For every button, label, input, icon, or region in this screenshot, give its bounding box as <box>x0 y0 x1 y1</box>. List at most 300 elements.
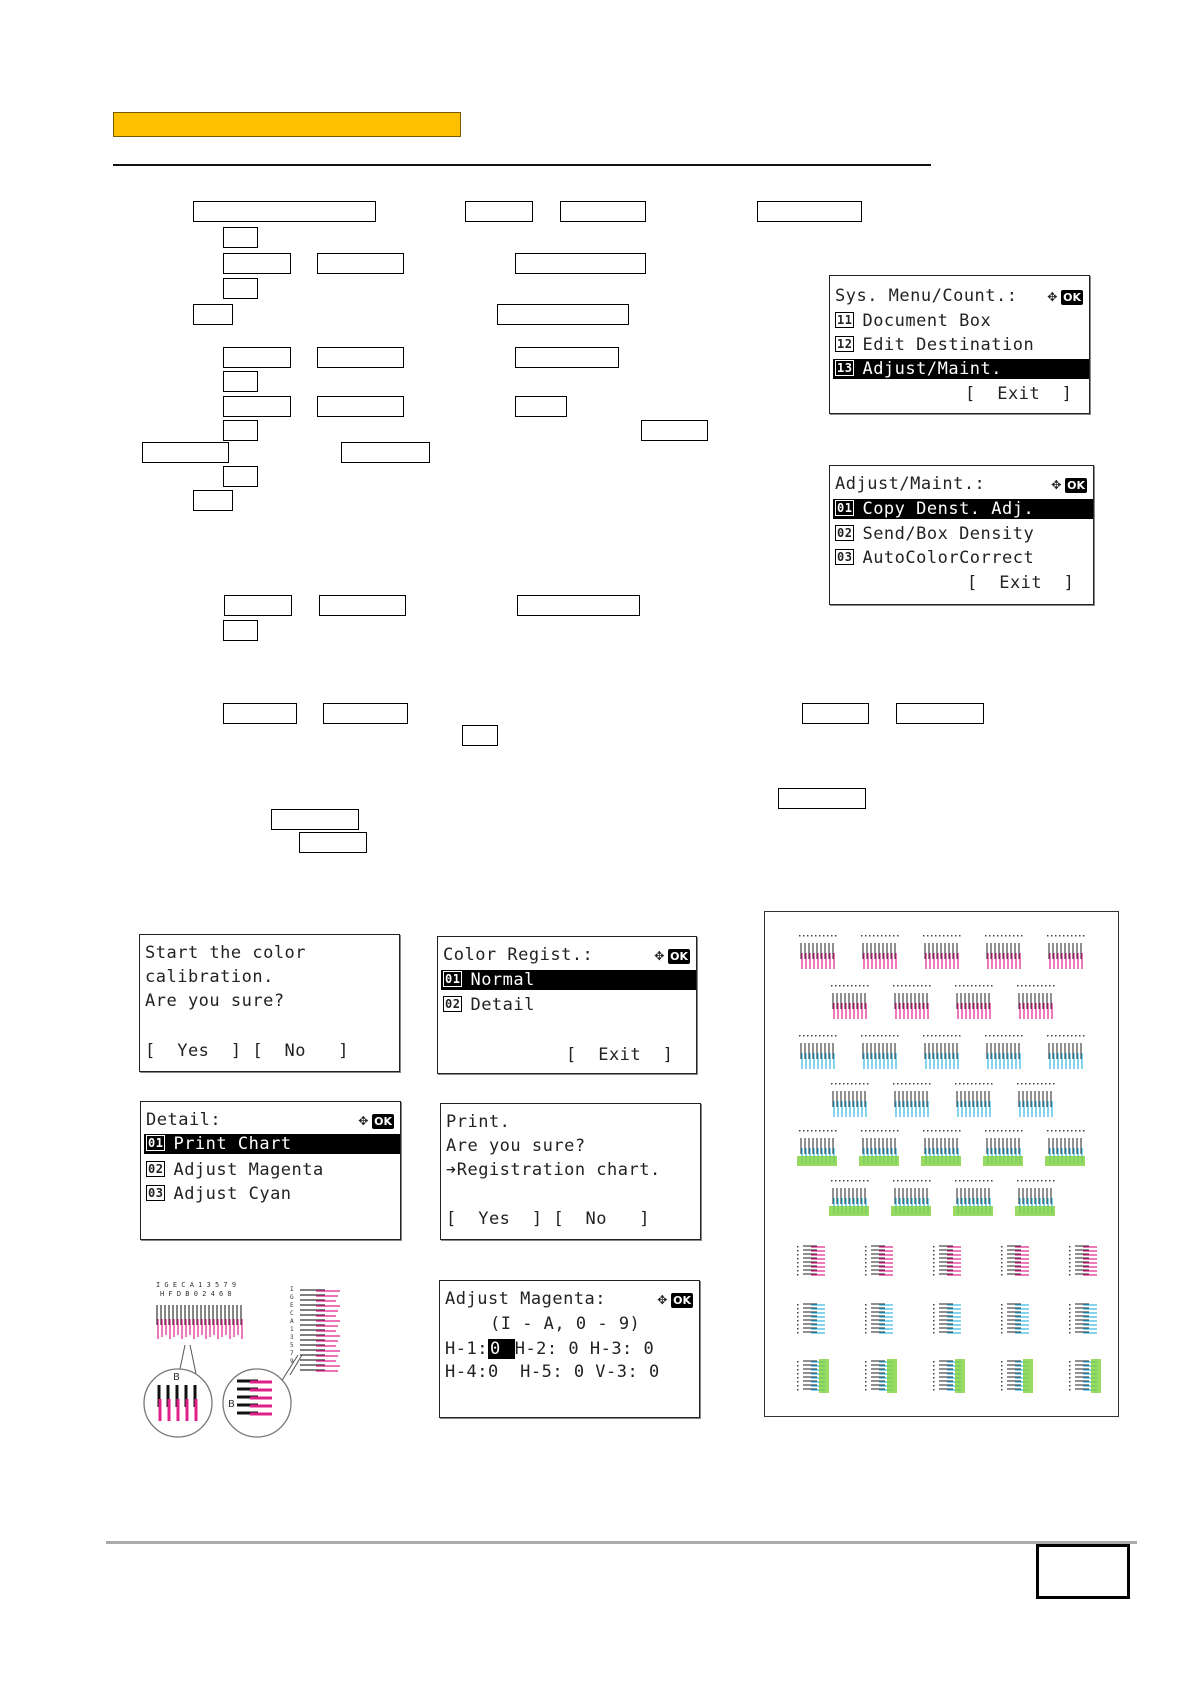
scale-dot <box>1001 1361 1003 1363</box>
scale-dot <box>893 1180 895 1182</box>
scale-dot <box>1069 1328 1071 1330</box>
scale-dot <box>1021 1035 1023 1037</box>
scale-dot <box>865 1246 867 1248</box>
scale-dot <box>959 1180 961 1182</box>
green-strip <box>921 1156 961 1166</box>
scale-dot <box>1017 1035 1019 1037</box>
scale-dot <box>1021 1180 1023 1182</box>
scale-dot <box>1017 1130 1019 1132</box>
scale-dot <box>933 1262 935 1264</box>
menu-item: 03 Adjust Cyan <box>148 1184 292 1204</box>
scale-dot <box>1059 1035 1061 1037</box>
scale-dot <box>925 1180 927 1182</box>
scale-dot <box>827 1130 829 1132</box>
yes-no-softkeys: [ Yes ] [ No ] <box>446 1209 650 1229</box>
ok-icon: OK <box>670 950 688 963</box>
key-box <box>223 227 258 248</box>
scale-dot <box>1001 1373 1003 1375</box>
scale-dot <box>1001 1274 1003 1276</box>
key-box <box>223 253 291 274</box>
scale-dot <box>943 935 945 937</box>
scale-dot <box>1001 1270 1003 1272</box>
scale-dot <box>823 935 825 937</box>
scale-dot <box>925 985 927 987</box>
scale-dot <box>991 1180 993 1182</box>
scale-dot <box>865 1369 867 1371</box>
scale-dot <box>959 1035 961 1037</box>
scale-dot <box>1001 1035 1003 1037</box>
scale-dot <box>1053 1180 1055 1182</box>
confirm-line: Are you sure? <box>446 1136 586 1156</box>
ok-icon: OK <box>673 1294 691 1307</box>
scale-dot <box>933 1373 935 1375</box>
scale-dot <box>933 1328 935 1330</box>
scale-dot <box>865 1312 867 1314</box>
chart-patch <box>955 985 993 1019</box>
scale-dot <box>917 1083 919 1085</box>
scale-dot <box>1041 985 1043 987</box>
scale-dot <box>1069 1361 1071 1363</box>
horizontal-bar-pattern <box>300 1290 340 1371</box>
chart-patch <box>985 1035 1023 1069</box>
scale-dot <box>905 1180 907 1182</box>
menu-item: 02 Adjust Magenta <box>148 1160 324 1180</box>
scale-dot <box>797 1254 799 1256</box>
adjust-row: H-1: 0 H-2: 0 H-3: 0 <box>445 1339 655 1359</box>
scale-dot <box>933 1365 935 1367</box>
scale-dot <box>1069 1262 1071 1264</box>
scale-dot <box>1079 935 1081 937</box>
key-box <box>193 201 376 222</box>
key-box <box>223 703 297 724</box>
scale-dot <box>933 1377 935 1379</box>
scale-dot <box>1083 1130 1085 1132</box>
scale-dot <box>943 1035 945 1037</box>
scale-dot <box>865 1332 867 1334</box>
scale-dot <box>1001 1254 1003 1256</box>
scale-dot <box>1017 1180 1019 1182</box>
scale-dot <box>863 985 865 987</box>
key-box <box>462 725 498 746</box>
scale-dot <box>831 1180 833 1182</box>
scale-dot <box>1001 1381 1003 1383</box>
scale-dot <box>865 1361 867 1363</box>
key-box <box>317 347 404 368</box>
scale-dot <box>863 1180 865 1182</box>
chart-patch <box>923 935 961 969</box>
scale-dot <box>855 1180 857 1182</box>
scale-dot <box>839 1180 841 1182</box>
scale-dot <box>811 1035 813 1037</box>
scale-dot <box>865 1385 867 1387</box>
scale-dot <box>933 1389 935 1391</box>
scale-dot <box>835 1130 837 1132</box>
scale-dot <box>1055 1035 1057 1037</box>
scale-dot <box>889 935 891 937</box>
scale-dot <box>933 1246 935 1248</box>
registration-chart-svg <box>765 912 1120 1418</box>
page-number-box <box>1036 1544 1130 1599</box>
scale-dot <box>913 1083 915 1085</box>
scale-dot <box>897 1130 899 1132</box>
scale-dot <box>929 985 931 987</box>
chart-patch <box>799 1035 837 1069</box>
scale-dot <box>1021 1083 1023 1085</box>
key-box <box>223 347 291 368</box>
scale-dot <box>1017 935 1019 937</box>
scale-dot <box>943 1130 945 1132</box>
green-strip <box>797 1156 837 1166</box>
scale-dot <box>933 1258 935 1260</box>
lcd-title: Adjust Magenta: <box>445 1289 607 1309</box>
scale-top: I G E C A 1 3 5 7 9 <box>156 1281 237 1289</box>
scale-dot <box>933 1316 935 1318</box>
scale-dot <box>933 1361 935 1363</box>
scale-dot <box>947 1035 949 1037</box>
scale-dot <box>1067 935 1069 937</box>
scale-dot <box>1069 1254 1071 1256</box>
scale-dot <box>869 1035 871 1037</box>
scale-dot <box>931 935 933 937</box>
scale-dot <box>1069 1274 1071 1276</box>
scale-dot <box>935 1130 937 1132</box>
scale-dot <box>819 935 821 937</box>
scale-dot <box>1033 985 1035 987</box>
scale-dot <box>923 935 925 937</box>
lcd-title: Color Regist.: <box>443 945 594 965</box>
scale-dot <box>1045 1180 1047 1182</box>
four-way-arrow-icon: ✥ <box>654 945 665 964</box>
scale-dot <box>1059 935 1061 937</box>
key-box <box>896 703 984 724</box>
scale-dot <box>933 1274 935 1276</box>
scale-bottom: H F D B 0 2 4 6 8 <box>160 1290 232 1298</box>
scale-dot <box>933 1381 935 1383</box>
footer-rule <box>106 1541 1137 1544</box>
scale-dot <box>797 1365 799 1367</box>
scale-dot <box>1029 1083 1031 1085</box>
chart-patch <box>1015 1180 1055 1216</box>
ok-icon: OK <box>374 1115 392 1128</box>
scale-char: I <box>290 1286 294 1293</box>
scale-dot <box>1001 1332 1003 1334</box>
scale-dot <box>877 935 879 937</box>
scale-dot <box>1075 1130 1077 1132</box>
key-box <box>317 253 404 274</box>
scale-dot <box>799 935 801 937</box>
scale-dot <box>939 1130 941 1132</box>
scale-dot <box>865 1258 867 1260</box>
scale-dot <box>881 935 883 937</box>
scale-dot <box>979 1083 981 1085</box>
scale-dot <box>985 935 987 937</box>
key-box <box>223 278 258 299</box>
scale-dot <box>1069 1308 1071 1310</box>
scale-dot <box>819 1035 821 1037</box>
scale-dot <box>933 1332 935 1334</box>
chart-patch <box>953 1180 993 1216</box>
scale-dot <box>983 1083 985 1085</box>
scale-dot <box>815 1130 817 1132</box>
scale-dot <box>859 1180 861 1182</box>
chart-patch <box>865 1304 893 1334</box>
scale-dot <box>797 1316 799 1318</box>
chart-patch <box>797 1130 837 1166</box>
scale-dot <box>893 1130 895 1132</box>
scale-dot <box>797 1389 799 1391</box>
confirm-line: Print. <box>446 1112 511 1132</box>
scale-dot <box>933 1308 935 1310</box>
scale-dot <box>815 935 817 937</box>
confirm-line: Are you sure? <box>145 991 285 1011</box>
chart-patch <box>955 1083 993 1117</box>
scale-dot <box>897 1035 899 1037</box>
green-strip <box>891 1206 931 1216</box>
scale-dot <box>1021 1130 1023 1132</box>
scale-dot <box>975 985 977 987</box>
chart-patch <box>829 1180 869 1216</box>
scale-dot <box>865 1324 867 1326</box>
scale-dot <box>1029 985 1031 987</box>
scale-dot <box>921 1180 923 1182</box>
exit-softkey: [ Exit ] <box>967 573 1075 593</box>
key-box <box>317 396 404 417</box>
key-box <box>497 304 629 325</box>
scale-dot <box>933 1320 935 1322</box>
scale-dot <box>835 1035 837 1037</box>
scale-dot <box>797 1320 799 1322</box>
scale-dot <box>847 1180 849 1182</box>
scale-dot <box>1037 1180 1039 1182</box>
scale-dot <box>797 1246 799 1248</box>
scale-dot <box>991 985 993 987</box>
scale-dot <box>867 985 869 987</box>
chart-patch <box>797 1359 829 1393</box>
chart-patch <box>921 1130 961 1166</box>
scale-dot <box>797 1266 799 1268</box>
scale-dot <box>997 1130 999 1132</box>
chart-patch <box>893 1083 931 1117</box>
scale-dot <box>1009 935 1011 937</box>
scale-dot <box>865 1035 867 1037</box>
scale-dot <box>835 985 837 987</box>
scale-dot <box>831 985 833 987</box>
confirm-line: Start the color <box>145 943 307 963</box>
scale-dot <box>955 985 957 987</box>
scale-dot <box>1067 1035 1069 1037</box>
scale-dot <box>1013 1130 1015 1132</box>
ok-icon: OK <box>1063 291 1081 304</box>
scale-dot <box>955 1180 957 1182</box>
scale-dot <box>839 1083 841 1085</box>
lcd-detail <box>140 1101 401 1240</box>
scale-dot <box>1053 985 1055 987</box>
registration-illustration <box>140 1275 380 1440</box>
scale-dot <box>1063 1035 1065 1037</box>
scale-dot <box>1021 935 1023 937</box>
scale-dot <box>901 985 903 987</box>
scale-dot <box>803 935 805 937</box>
scale-dot <box>967 1180 969 1182</box>
scale-dot <box>925 1083 927 1085</box>
chart-patch <box>1017 985 1055 1019</box>
scale-dot <box>827 1035 829 1037</box>
key-box <box>465 201 533 222</box>
scale-dot <box>993 1130 995 1132</box>
scale-dot <box>1069 1320 1071 1322</box>
scale-dot <box>861 1130 863 1132</box>
menu-item: 02 Detail <box>445 995 535 1015</box>
scale-dot <box>831 1130 833 1132</box>
scale-dot <box>955 1130 957 1132</box>
scale-dot <box>797 1373 799 1375</box>
scale-dot <box>835 1083 837 1085</box>
key-box <box>802 703 869 724</box>
scale-dot <box>807 935 809 937</box>
scale-dot <box>861 935 863 937</box>
key-box <box>517 595 640 616</box>
scale-dot <box>983 1180 985 1182</box>
scale-dot <box>1067 1130 1069 1132</box>
scale-dot <box>885 1130 887 1132</box>
heading-rule <box>113 164 931 166</box>
scale-dot <box>1075 935 1077 937</box>
scale-dot <box>987 985 989 987</box>
chart-patch <box>983 1130 1023 1166</box>
scale-dot <box>1047 1130 1049 1132</box>
scale-dot <box>1069 1304 1071 1306</box>
scale-dot <box>1001 1389 1003 1391</box>
scale-dot <box>997 935 999 937</box>
chart-patch <box>933 1304 961 1334</box>
scale-dot <box>807 1130 809 1132</box>
scale-dot <box>1001 1246 1003 1248</box>
scale-dot <box>865 1316 867 1318</box>
exit-softkey: [ Exit ] <box>566 1045 674 1065</box>
chart-patch <box>933 1246 961 1276</box>
scale-dot <box>1017 985 1019 987</box>
scale-dot <box>1037 985 1039 987</box>
scale-dot <box>859 985 861 987</box>
scale-dot <box>967 985 969 987</box>
key-box <box>323 703 408 724</box>
scale-dot <box>1001 1312 1003 1314</box>
scale-dot <box>1041 1083 1043 1085</box>
scale-dot <box>797 1369 799 1371</box>
scale-dot <box>889 1130 891 1132</box>
scale-dot <box>855 1083 857 1085</box>
scale-dot <box>951 1130 953 1132</box>
green-strip <box>953 1206 993 1216</box>
scale-dot <box>1051 935 1053 937</box>
scale-dot <box>797 1258 799 1260</box>
menu-item-selected: 13 Adjust/Maint. <box>833 359 1089 379</box>
scale-dot <box>873 1035 875 1037</box>
key-box <box>299 832 367 853</box>
scale-dot <box>1001 1316 1003 1318</box>
scale-dot <box>869 935 871 937</box>
four-way-arrow-icon: ✥ <box>358 1110 369 1129</box>
scale-dot <box>865 1365 867 1367</box>
scale-dot <box>997 1035 999 1037</box>
scale-dot <box>993 1035 995 1037</box>
key-box <box>142 442 229 463</box>
scale-dot <box>873 1130 875 1132</box>
scale-dot <box>1033 1180 1035 1182</box>
key-box <box>223 620 258 641</box>
scale-dot <box>843 1180 845 1182</box>
scale-dot <box>927 935 929 937</box>
scale-dot <box>931 1035 933 1037</box>
chart-patch <box>797 1246 825 1276</box>
green-strip <box>1045 1156 1085 1166</box>
chart-patch <box>891 1180 931 1216</box>
scale-dot <box>955 1083 957 1085</box>
scale-dot <box>797 1332 799 1334</box>
chart-patch <box>1017 1083 1055 1117</box>
scale-dot <box>1001 1304 1003 1306</box>
green-strip <box>859 1156 899 1166</box>
scale-dot <box>881 1130 883 1132</box>
section-heading-highlight <box>113 112 461 137</box>
registration-diagram <box>140 1275 380 1440</box>
chart-patch <box>861 1035 899 1069</box>
scale-dot <box>877 1130 879 1132</box>
scale-dot <box>1049 985 1051 987</box>
scale-dot <box>921 985 923 987</box>
key-box <box>778 788 866 809</box>
scale-dot <box>1001 1369 1003 1371</box>
scale-dot <box>797 1377 799 1379</box>
menu-item-selected: 01 Normal <box>441 970 696 990</box>
scale-dot <box>1047 1035 1049 1037</box>
scale-dot <box>843 1083 845 1085</box>
scale-dot <box>1001 935 1003 937</box>
chart-patch <box>831 985 869 1019</box>
scale-dot <box>1071 935 1073 937</box>
scale-dot <box>1069 1369 1071 1371</box>
scale-dot <box>971 1180 973 1182</box>
menu-item: 11 Document Box <box>837 311 992 331</box>
scale-dot <box>1041 1180 1043 1182</box>
scale-dot <box>959 985 961 987</box>
scale-dot <box>1069 1246 1071 1248</box>
scale-dot <box>1001 1328 1003 1330</box>
scale-dot <box>901 1180 903 1182</box>
chart-patch <box>1069 1304 1097 1334</box>
side-scale <box>290 1286 294 1365</box>
chart-patch <box>831 1083 869 1117</box>
menu-item-selected: 01 Print Chart <box>144 1134 400 1154</box>
scale-dot <box>917 985 919 987</box>
scale-dot <box>863 1083 865 1085</box>
scale-dot <box>1001 1250 1003 1252</box>
scale-dot <box>1021 985 1023 987</box>
h1-value-cursor[interactable]: 0 <box>488 1339 515 1359</box>
key-box <box>641 420 708 441</box>
scale-dot <box>947 1130 949 1132</box>
scale-dot <box>933 1304 935 1306</box>
scale-dot <box>1069 1389 1071 1391</box>
scale-dot <box>1069 1381 1071 1383</box>
scale-dot <box>815 1035 817 1037</box>
exit-softkey: [ Exit ] <box>965 384 1073 404</box>
scale-dot <box>959 1083 961 1085</box>
scale-dot <box>1075 1035 1077 1037</box>
scale-dot <box>843 985 845 987</box>
scale-dot <box>987 1083 989 1085</box>
scale-dot <box>1001 1365 1003 1367</box>
